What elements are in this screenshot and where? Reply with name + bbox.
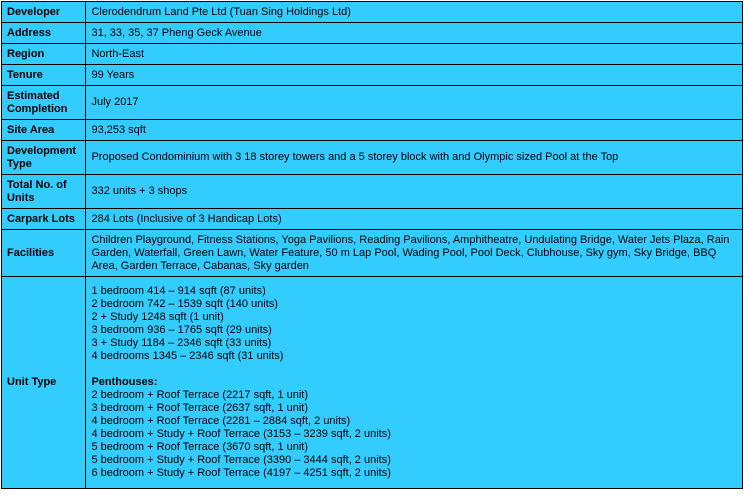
table-row: [2, 175, 743, 209]
unit-line: 2 + Study 1248 sqft (1 unit): [91, 311, 224, 323]
penthouse-heading: Penthouses:: [91, 376, 158, 388]
table-row: [2, 65, 743, 86]
unit-line: 3 + Study 1184 – 2346 sqft (33 units): [91, 337, 272, 349]
penthouse-line: 5 bedroom + Roof Terrace (3670 sqft, 1 unit): [91, 441, 309, 453]
spacer: [91, 363, 737, 376]
unit-line: 4 bedrooms 1345 – 2346 sqft (31 units): [91, 350, 284, 362]
unit-line: 1 bedroom 414 – 914 sqft (87 units): [91, 285, 266, 297]
penthouse-line: 6 bedroom + Study + Roof Terrace (4197 – 4251 sqft, 2 units): [91, 467, 391, 479]
table-row: [2, 2, 743, 23]
table-row: [2, 141, 743, 175]
table-row: [2, 209, 743, 230]
table-row: [2, 23, 743, 44]
penthouse-line: 4 bedroom + Study + Roof Terrace (3153 – 3239 sqft, 2 units): [91, 428, 391, 440]
table-row: [2, 44, 743, 65]
row-label-total-units: Total No. of Units: [2, 175, 86, 209]
unit-line: 2 bedroom 742 – 1539 sqft (140 units): [91, 298, 278, 310]
unit-line: 3 bedroom 936 – 1765 sqft (29 units): [91, 324, 272, 336]
row-label-estimated-completion: Estimated Completion: [2, 86, 86, 120]
row-value-developer: Clerodendrum Land Pte Ltd (Tuan Sing Holdings Ltd): [86, 2, 743, 23]
row-label-unit-type: Unit Type: [2, 277, 86, 489]
row-label-developer: Developer: [2, 2, 86, 23]
row-value-site-area: 93,253 sqft: [86, 120, 743, 141]
table-row: [2, 230, 743, 277]
row-label-site-area: Site Area: [2, 120, 86, 141]
row-value-tenure: 99 Years: [86, 65, 743, 86]
row-label-region: Region: [2, 44, 86, 65]
row-label-facilities: Facilities: [2, 230, 86, 277]
row-value-development-type: Proposed Condominium with 3 18 storey towers and a 5 storey block with and Olympic sized Pool at the Top: [86, 141, 743, 175]
row-value-total-units: 332 units + 3 shops: [86, 175, 743, 209]
table-row: [2, 86, 743, 120]
row-label-address: Address: [2, 23, 86, 44]
row-value-carpark-lots: 284 Lots (Inclusive of 3 Handicap Lots): [86, 209, 743, 230]
table-row: [2, 277, 743, 489]
row-label-carpark-lots: Carpark Lots: [2, 209, 86, 230]
row-value-region: North-East: [86, 44, 743, 65]
row-label-tenure: Tenure: [2, 65, 86, 86]
penthouse-line: 5 bedroom + Study + Roof Terrace (3390 – 3444 sqft, 2 units): [91, 454, 391, 466]
row-value-facilities: Children Playground, Fitness Stations, Yoga Pavilions, Reading Pavilions, Amphitheatre, Undulating Bridge, Water Jets Plaza, Rain Garden, Waterfall, Green Lawn, Water Feature, 50 m Lap Pool, Wading Pool, Pool Deck, Clubhouse, Sky gym, Sky Bridge, BBQ Area, Garden Terrace, Cabanas, Sky garden: [86, 230, 743, 277]
row-label-development-type: Development Type: [2, 141, 86, 175]
project-details-table: [1, 1, 743, 489]
row-value-unit-type: [86, 277, 743, 489]
table-row: [2, 120, 743, 141]
penthouse-line: 3 bedroom + Roof Terrace (2637 sqft, 1 unit): [91, 402, 309, 414]
penthouse-line: 2 bedroom + Roof Terrace (2217 sqft, 1 unit): [91, 389, 309, 401]
penthouse-line: 4 bedroom + Roof Terrace (2281 – 2884 sqft, 2 units): [91, 415, 351, 427]
row-value-estimated-completion: July 2017: [86, 86, 743, 120]
row-value-address: 31, 33, 35, 37 Pheng Geck Avenue: [86, 23, 743, 44]
